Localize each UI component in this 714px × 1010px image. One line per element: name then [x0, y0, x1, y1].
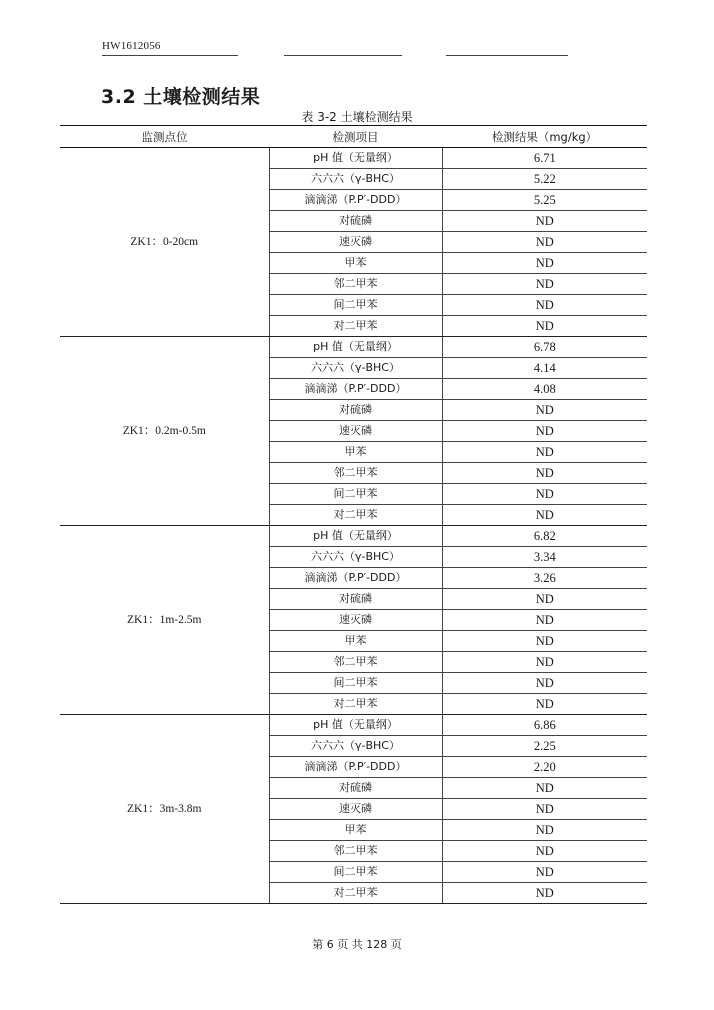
- test-item-cell: 间二甲苯: [269, 862, 442, 883]
- result-value-cell: ND: [442, 799, 647, 820]
- monitoring-point-cell: ZK1：3m-3.8m: [60, 715, 269, 904]
- page-number: 第 6 页 共 128 页: [312, 938, 402, 951]
- result-value-cell: ND: [442, 883, 647, 904]
- test-item-cell: 滴滴涕（P.P′-DDD）: [269, 757, 442, 778]
- result-value-cell: 6.86: [442, 715, 647, 736]
- test-item-cell: 邻二甲苯: [269, 841, 442, 862]
- test-item-cell: 对二甲苯: [269, 694, 442, 715]
- result-value-cell: 3.26: [442, 568, 647, 589]
- table-header-row: [60, 126, 647, 148]
- test-item-cell: 对硫磷: [269, 400, 442, 421]
- test-item-cell: 对硫磷: [269, 211, 442, 232]
- result-value-cell: ND: [442, 631, 647, 652]
- result-value-cell: ND: [442, 673, 647, 694]
- table-row: [60, 337, 647, 358]
- table-row: [60, 715, 647, 736]
- result-value-cell: 6.82: [442, 526, 647, 547]
- test-item-cell: 滴滴涕（P.P′-DDD）: [269, 190, 442, 211]
- test-item-cell: 六六六（γ-BHC）: [269, 547, 442, 568]
- result-value-cell: 5.25: [442, 190, 647, 211]
- result-value-cell: ND: [442, 400, 647, 421]
- test-item-cell: 间二甲苯: [269, 673, 442, 694]
- test-item-cell: 甲苯: [269, 631, 442, 652]
- test-item-cell: 对硫磷: [269, 778, 442, 799]
- monitoring-point-cell: ZK1：0-20cm: [60, 148, 269, 337]
- result-value-cell: 2.25: [442, 736, 647, 757]
- result-value-cell: ND: [442, 862, 647, 883]
- result-value-cell: ND: [442, 253, 647, 274]
- test-item-cell: 滴滴涕（P.P′-DDD）: [269, 379, 442, 400]
- test-item-cell: 甲苯: [269, 820, 442, 841]
- column-header-point: 监测点位: [60, 126, 269, 148]
- test-item-cell: 对二甲苯: [269, 505, 442, 526]
- header-rule: [102, 55, 238, 56]
- test-item-cell: 六六六（γ-BHC）: [269, 736, 442, 757]
- test-item-cell: 对硫磷: [269, 589, 442, 610]
- result-value-cell: 6.71: [442, 148, 647, 169]
- result-value-cell: 2.20: [442, 757, 647, 778]
- header-rule: [446, 55, 568, 56]
- test-item-cell: 速灭磷: [269, 421, 442, 442]
- result-value-cell: ND: [442, 274, 647, 295]
- test-item-cell: 对二甲苯: [269, 883, 442, 904]
- soil-results-table: [60, 125, 647, 904]
- test-item-cell: 六六六（γ-BHC）: [269, 358, 442, 379]
- result-value-cell: ND: [442, 610, 647, 631]
- table-row: [60, 526, 647, 547]
- test-item-cell: 邻二甲苯: [269, 652, 442, 673]
- test-item-cell: 甲苯: [269, 253, 442, 274]
- result-value-cell: 5.22: [442, 169, 647, 190]
- monitoring-point-cell: ZK1：0.2m-0.5m: [60, 337, 269, 526]
- result-value-cell: ND: [442, 211, 647, 232]
- result-value-cell: 6.78: [442, 337, 647, 358]
- result-value-cell: ND: [442, 484, 647, 505]
- table-caption: 表 3-2 土壤检测结果: [301, 110, 413, 124]
- result-value-cell: ND: [442, 778, 647, 799]
- result-value-cell: ND: [442, 841, 647, 862]
- result-value-cell: ND: [442, 232, 647, 253]
- result-value-cell: ND: [442, 442, 647, 463]
- test-item-cell: 间二甲苯: [269, 484, 442, 505]
- result-value-cell: ND: [442, 295, 647, 316]
- result-value-cell: 3.34: [442, 547, 647, 568]
- result-value-cell: ND: [442, 421, 647, 442]
- result-value-cell: ND: [442, 316, 647, 337]
- result-value-cell: ND: [442, 694, 647, 715]
- document-id: HW1612056: [102, 40, 161, 52]
- result-value-cell: 4.08: [442, 379, 647, 400]
- test-item-cell: pH 值（无量纲）: [269, 715, 442, 736]
- test-item-cell: 邻二甲苯: [269, 463, 442, 484]
- test-item-cell: 间二甲苯: [269, 295, 442, 316]
- header-rule: [284, 55, 402, 56]
- result-value-cell: ND: [442, 589, 647, 610]
- test-item-cell: pH 值（无量纲）: [269, 526, 442, 547]
- result-value-cell: 4.14: [442, 358, 647, 379]
- column-header-result: 检测结果（mg/kg）: [442, 126, 647, 148]
- test-item-cell: 对二甲苯: [269, 316, 442, 337]
- test-item-cell: 速灭磷: [269, 232, 442, 253]
- monitoring-point-cell: ZK1：1m-2.5m: [60, 526, 269, 715]
- result-value-cell: ND: [442, 463, 647, 484]
- result-value-cell: ND: [442, 652, 647, 673]
- test-item-cell: 滴滴涕（P.P′-DDD）: [269, 568, 442, 589]
- test-item-cell: pH 值（无量纲）: [269, 148, 442, 169]
- section-title: 3.2 土壤检测结果: [101, 86, 261, 108]
- test-item-cell: 邻二甲苯: [269, 274, 442, 295]
- test-item-cell: 甲苯: [269, 442, 442, 463]
- table-row: [60, 148, 647, 169]
- test-item-cell: pH 值（无量纲）: [269, 337, 442, 358]
- result-value-cell: ND: [442, 505, 647, 526]
- test-item-cell: 速灭磷: [269, 610, 442, 631]
- table-body: [60, 148, 647, 904]
- column-header-item: 检测项目: [269, 126, 442, 148]
- result-value-cell: ND: [442, 820, 647, 841]
- test-item-cell: 六六六（γ-BHC）: [269, 169, 442, 190]
- test-item-cell: 速灭磷: [269, 799, 442, 820]
